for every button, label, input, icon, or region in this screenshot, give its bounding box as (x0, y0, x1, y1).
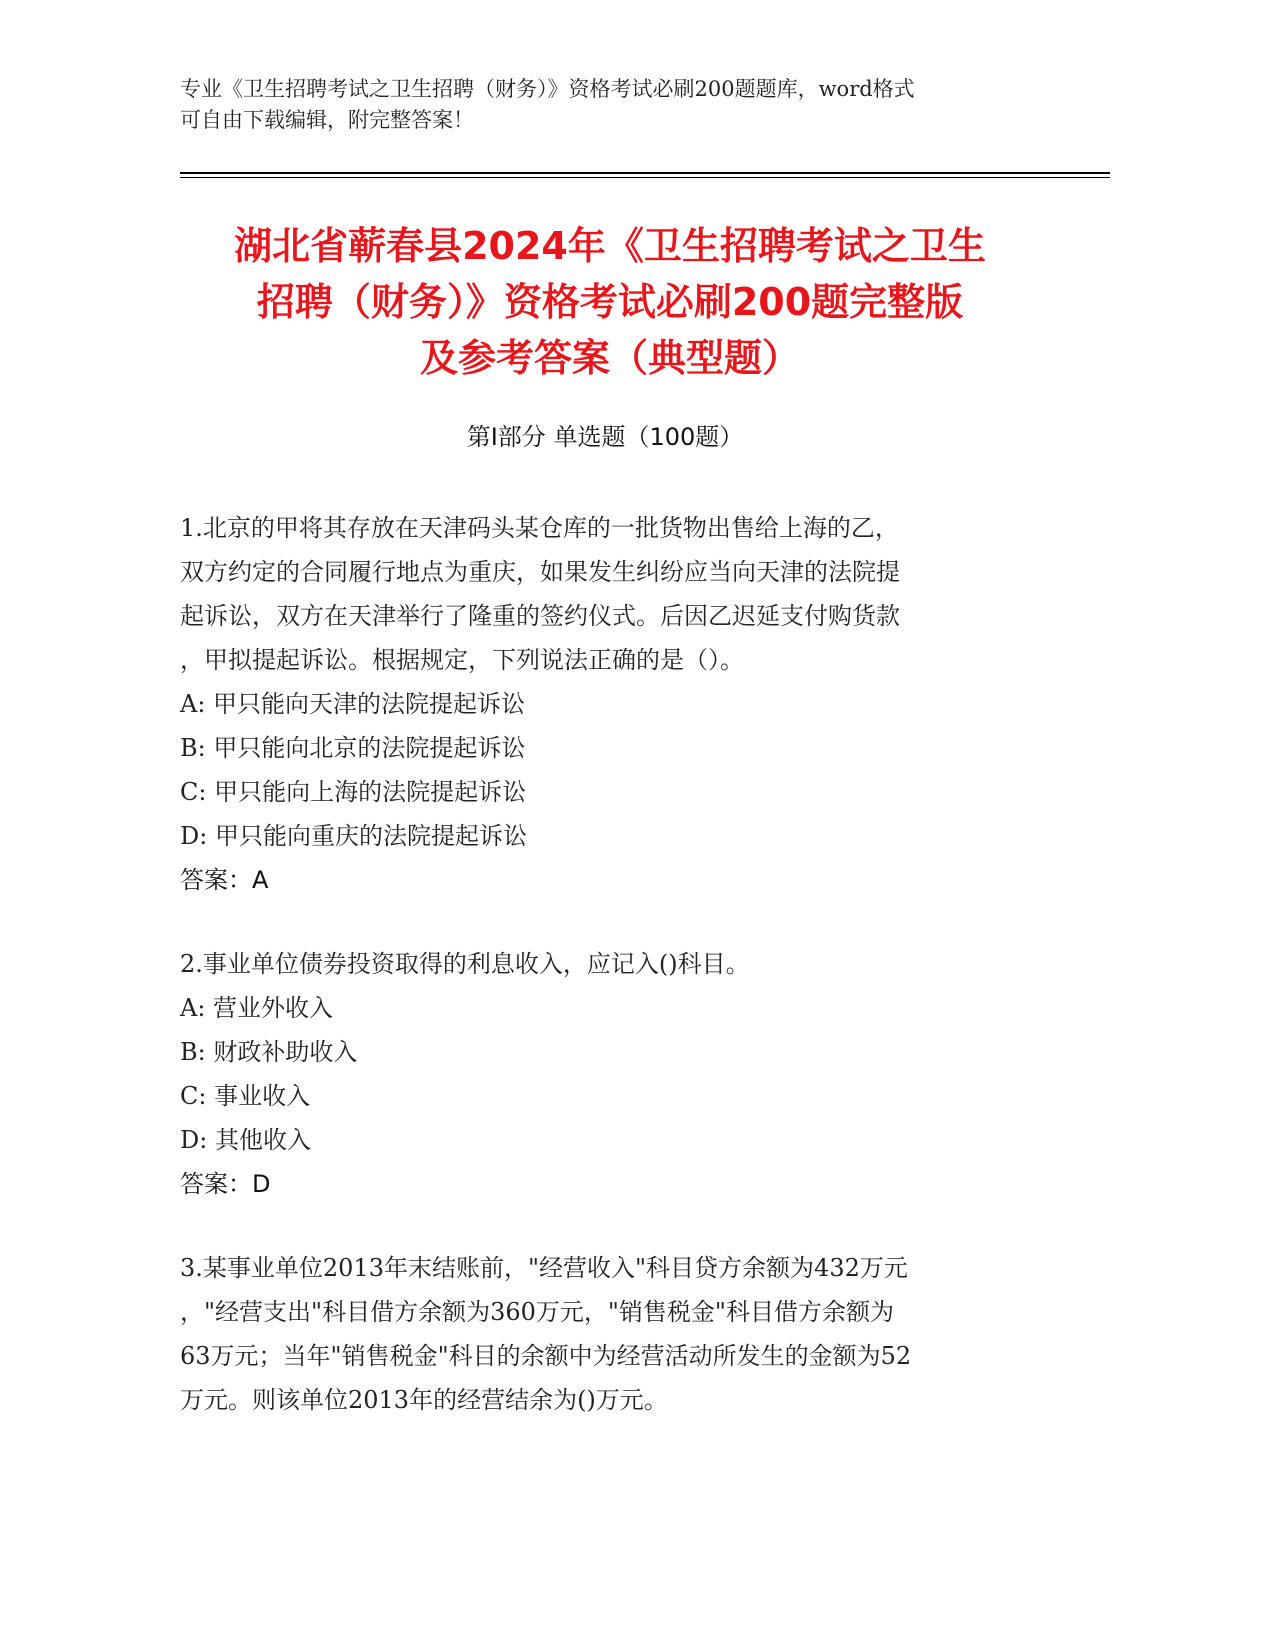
answer: 答案：D (180, 1170, 271, 1198)
question-text-line: 万元。则该单位2013年的经营结余为()万元。 (180, 1386, 668, 1414)
title-line: 湖北省蕲春县2024年《卫生招聘考试之卫生 (234, 224, 986, 268)
option-d: D: 其他收入 (180, 1126, 311, 1154)
section-heading: 第Ⅰ部分 单选题（100题） (466, 423, 744, 451)
question-text-line: 双方约定的合同履行地点为重庆，如果发生纠纷应当向天津的法院提 (180, 558, 900, 586)
option-b: B: 甲只能向北京的法院提起诉讼 (180, 734, 526, 762)
header-note (180, 74, 1060, 136)
option-b: B: 财政补助收入 (180, 1038, 358, 1066)
title-line: 招聘（财务）》资格考试必刷200题完整版 (256, 280, 964, 324)
title-line: 及参考答案（典型题） (419, 336, 800, 380)
question-text-line: ，"经营支出"科目借方余额为360万元，"销售税金"科目借方余额为 (180, 1298, 894, 1326)
header-note-line: 可自由下载编辑，附完整答案！ (180, 108, 474, 132)
answer: 答案：A (180, 866, 269, 894)
option-c: C: 甲只能向上海的法院提起诉讼 (180, 778, 527, 806)
question-text-line: 3.某事业单位2013年末结账前，"经营收入"科目贷方余额为432万元 (180, 1254, 908, 1282)
question-text-line: 63万元；当年"销售税金"科目的余额中为经营活动所发生的金额为52 (180, 1342, 912, 1370)
option-a: A: 营业外收入 (180, 994, 334, 1022)
option-c: C: 事业收入 (180, 1082, 311, 1110)
question-list (180, 506, 1060, 1462)
question-text-line: ，甲拟提起诉讼。根据规定，下列说法正确的是（）。 (180, 646, 744, 674)
question-2 (180, 942, 1060, 1206)
option-a: A: 甲只能向天津的法院提起诉讼 (180, 690, 526, 718)
header-divider-thin (180, 177, 1110, 178)
question-1 (180, 506, 1060, 902)
option-d: D: 甲只能向重庆的法院提起诉讼 (180, 822, 527, 850)
question-text-line: 2.事业单位债券投资取得的利息收入，应记入()科目。 (180, 950, 750, 978)
question-3 (180, 1246, 1060, 1422)
question-text-line: 起诉讼，双方在天津举行了隆重的签约仪式。后因乙迟延支付购货款 (180, 602, 900, 630)
question-text-line: 1.北京的甲将其存放在天津码头某仓库的一批货物出售给上海的乙， (180, 514, 899, 542)
document-title (160, 218, 1060, 386)
header-note-line: 专业《卫生招聘考试之卫生招聘（财务）》资格考试必刷200题题库，word格式 (180, 77, 915, 101)
header-divider (180, 172, 1110, 174)
